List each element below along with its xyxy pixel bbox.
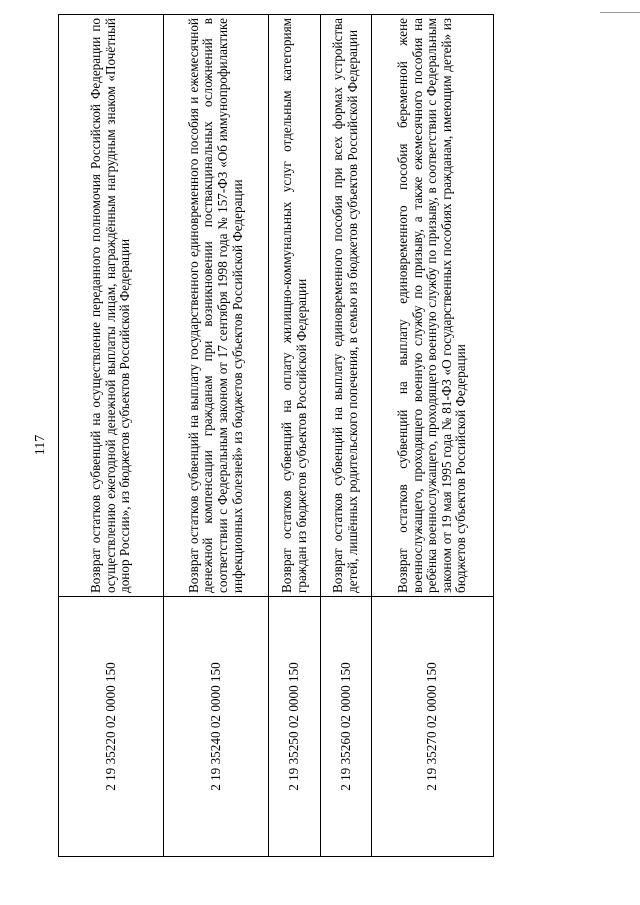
income-description: Возврат остатков субвенций на выплату государственного единовременного пособия и ежемесячной денежной компенсации гражданам при возникновении поствакцинальных осложнений в соответствии с Федеральным законом от 17 сентября 1998 года № 157-ФЗ «Об иммунопрофилактике инфекционных болезней» из бюджетов субъектов Российской Федерации <box>164 15 269 597</box>
income-description: Возврат остатков субвенций на выплату единовременного пособия при всех формах устройства детей, лишённых родительского попечения, в семью из бюджетов субъектов Российской Федерации <box>321 15 372 597</box>
table-row <box>321 15 372 857</box>
table-row <box>164 15 269 857</box>
budget-classification-table <box>58 14 494 857</box>
classification-code: 2 19 35240 02 0000 150 <box>164 597 269 857</box>
table-row <box>269 15 321 857</box>
classification-code: 2 19 35250 02 0000 150 <box>269 597 321 857</box>
page-number: 117 <box>33 434 48 456</box>
classification-code: 2 19 35270 02 0000 150 <box>372 597 494 857</box>
classification-code: 2 19 35260 02 0000 150 <box>321 597 372 857</box>
classification-code: 2 19 35220 02 0000 150 <box>59 597 164 857</box>
table-row <box>59 15 164 857</box>
table-row <box>372 15 494 857</box>
income-description: Возврат остатков субвенций на оплату жилищно-коммунальных услуг отдельным категориям граждан из бюджетов субъектов Российской Федерации <box>269 15 321 597</box>
income-description: Возврат остатков субвенций на осуществление переданного полномочия Российской Федерации по осуществлению ежегодной денежной выплаты лицам, награждённым нагрудным знаком «Почётный донор России», из бюджетов субъектов Российской Федерации <box>59 15 164 597</box>
income-description: Возврат остатков субвенций на выплату единовременного пособия беременной жене военнослужащего, проходящего военную службу по призыву, а также ежемесячного пособия на ребёнка военнослужащего, проходящего военную службу по призыву, в соответствии с Федеральным законом от 19 мая 1995 года № 81-ФЗ «О государственных пособиях гражданам, имеющим детей» из бюджетов субъектов Российской Федерации <box>372 15 494 597</box>
